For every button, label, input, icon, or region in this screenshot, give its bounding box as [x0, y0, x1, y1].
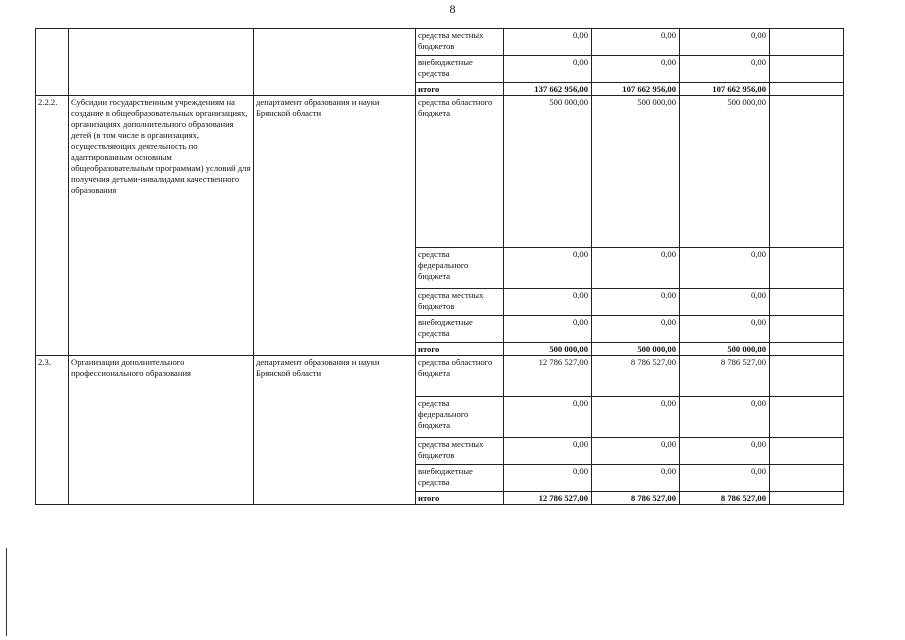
amount-cell: 500 000,00: [592, 96, 680, 248]
funding-source-cell: средства местных бюджетов: [416, 289, 504, 316]
item-code-cell: [36, 29, 69, 96]
table-row: [36, 356, 844, 397]
table-row: [36, 29, 844, 56]
total-amount: 500 000,00: [592, 343, 680, 356]
total-amount: 500 000,00: [680, 343, 770, 356]
item-name-cell: [69, 29, 254, 96]
empty-cell: [770, 492, 844, 505]
amount-cell: 0,00: [680, 316, 770, 343]
empty-cell: [770, 465, 844, 492]
total-label: итого: [416, 492, 504, 505]
total-amount: 107 662 956,00: [592, 83, 680, 96]
amount-cell: 500 000,00: [504, 96, 592, 248]
amount-cell: 0,00: [504, 248, 592, 289]
amount-cell: 0,00: [592, 465, 680, 492]
item-code-cell: 2.3.: [36, 356, 69, 505]
funding-source-cell: средства местных бюджетов: [416, 438, 504, 465]
amount-cell: 0,00: [592, 397, 680, 438]
empty-cell: [770, 83, 844, 96]
amount-cell: 8 786 527,00: [680, 356, 770, 397]
amount-cell: 0,00: [680, 438, 770, 465]
total-amount: 8 786 527,00: [680, 492, 770, 505]
amount-cell: 0,00: [592, 29, 680, 56]
financing-table: [35, 28, 844, 505]
funding-source-cell: внебюджетные средства: [416, 465, 504, 492]
funding-source-cell: средства областного бюджета: [416, 356, 504, 397]
funding-source-cell: средства местных бюджетов: [416, 29, 504, 56]
amount-cell: 0,00: [504, 56, 592, 83]
empty-cell: [770, 29, 844, 56]
empty-cell: [770, 343, 844, 356]
empty-cell: [770, 289, 844, 316]
amount-cell: 500 000,00: [680, 96, 770, 248]
item-name-cell: Организации дополнительного профессионального образования: [69, 356, 254, 505]
empty-cell: [770, 96, 844, 248]
funding-source-cell: внебюджетные средства: [416, 316, 504, 343]
amount-cell: 0,00: [504, 289, 592, 316]
amount-cell: 0,00: [680, 29, 770, 56]
amount-cell: 0,00: [592, 316, 680, 343]
funding-source-cell: средства областного бюджета: [416, 96, 504, 248]
amount-cell: 0,00: [504, 465, 592, 492]
total-amount: 12 786 527,00: [504, 492, 592, 505]
executor-cell: [254, 29, 416, 96]
total-label: итого: [416, 83, 504, 96]
item-name-cell: Субсидии государственным учреждениям на создание в общеобразовательных организациях, организациях дополнительного образования детей (в том числе в организациях, осуществляющих деятельность по адаптированным основным общеобразовательным программам) условий для получения детьми-инвалидами качественного образования: [69, 96, 254, 356]
amount-cell: 0,00: [592, 56, 680, 83]
amount-cell: 0,00: [680, 248, 770, 289]
empty-cell: [770, 316, 844, 343]
empty-cell: [770, 438, 844, 465]
page-number: 8: [449, 2, 456, 16]
amount-cell: 0,00: [592, 289, 680, 316]
executor-cell: департамент образования и науки Брянской области: [254, 356, 416, 505]
funding-source-cell: внебюджетные средства: [416, 56, 504, 83]
amount-cell: 8 786 527,00: [592, 356, 680, 397]
amount-cell: 0,00: [680, 289, 770, 316]
total-amount: 137 662 956,00: [504, 83, 592, 96]
amount-cell: 0,00: [592, 438, 680, 465]
empty-cell: [770, 56, 844, 83]
amount-cell: 0,00: [504, 438, 592, 465]
empty-cell: [770, 248, 844, 289]
amount-cell: 0,00: [592, 248, 680, 289]
total-amount: 8 786 527,00: [592, 492, 680, 505]
amount-cell: 0,00: [504, 397, 592, 438]
total-amount: 500 000,00: [504, 343, 592, 356]
total-label: итого: [416, 343, 504, 356]
amount-cell: 12 786 527,00: [504, 356, 592, 397]
empty-cell: [770, 356, 844, 397]
amount-cell: 0,00: [680, 397, 770, 438]
scan-edge-line: [6, 548, 7, 636]
amount-cell: 0,00: [680, 56, 770, 83]
item-code-cell: 2.2.2.: [36, 96, 69, 356]
amount-cell: 0,00: [680, 465, 770, 492]
total-amount: 107 662 956,00: [680, 83, 770, 96]
funding-source-cell: средства федерального бюджета: [416, 248, 504, 289]
table-row: [36, 96, 844, 248]
amount-cell: 0,00: [504, 29, 592, 56]
executor-cell: департамент образования и науки Брянской области: [254, 96, 416, 356]
funding-source-cell: средства федерального бюджета: [416, 397, 504, 438]
empty-cell: [770, 397, 844, 438]
amount-cell: 0,00: [504, 316, 592, 343]
